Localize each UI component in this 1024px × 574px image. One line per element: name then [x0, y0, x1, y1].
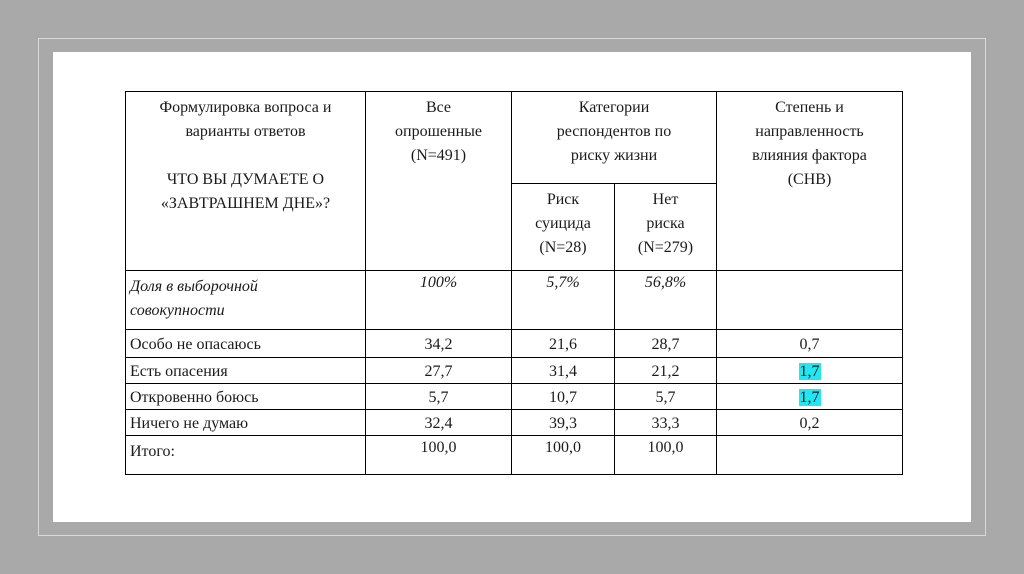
no-risk-header-cell [615, 183, 717, 271]
row-risk-value: 31,4 [512, 358, 615, 384]
survey-table [125, 91, 903, 475]
row-degree-value [717, 330, 903, 358]
highlighted-degree-value: 1,7 [799, 389, 820, 406]
total-degree-value [717, 436, 903, 475]
row-degree-value [717, 384, 903, 410]
categories-header-line-1: Категории [578, 99, 650, 116]
all-header-line-3: (N=491) [410, 147, 467, 164]
share-risk-cell: 5,7% [512, 271, 615, 330]
question-text-line-2: «ЗАВТРАШНЕМ ДНЕ»? [160, 195, 331, 212]
row-all-value: 5,7 [366, 384, 512, 410]
all-respondents-header-cell [366, 92, 512, 271]
degree-value: 0,2 [799, 415, 820, 432]
all-header-line-2: опрошенные [395, 123, 482, 140]
row-label: Откровенно боюсь [126, 384, 366, 410]
row-all-value: 27,7 [366, 358, 512, 384]
row-label: Особо не опасаюсь [126, 330, 366, 358]
table-row [126, 358, 903, 384]
categories-header-line-2: респондентов по [556, 123, 672, 140]
degree-header-cell [717, 92, 903, 271]
question-header-line-1: Формулировка вопроса и [159, 99, 332, 116]
norisk-header-line-2: риска [646, 214, 685, 232]
total-all-value: 100,0 [366, 436, 512, 475]
slide [53, 52, 971, 522]
row-risk-value: 39,3 [512, 410, 615, 436]
row-risk-value: 21,6 [512, 330, 615, 358]
risk-header-line-2: суицида [535, 214, 591, 232]
risk-header-line-1: Риск [546, 190, 580, 208]
share-degree-cell [717, 271, 903, 330]
total-label: Итого: [126, 436, 366, 475]
degree-header-line-3: влияния фактора [752, 147, 867, 164]
share-norisk-cell: 56,8% [615, 271, 717, 330]
question-header-cell [126, 92, 366, 271]
categories-header-line-3: риску жизни [570, 147, 658, 164]
share-row [126, 271, 903, 330]
categories-header-cell [512, 92, 717, 184]
row-all-value: 32,4 [366, 410, 512, 436]
degree-header-line-1: Степень и [775, 99, 844, 116]
norisk-header-line-3: (N=279) [637, 238, 694, 256]
row-norisk-value: 21,2 [615, 358, 717, 384]
share-label-cell [126, 271, 366, 330]
row-degree-value [717, 410, 903, 436]
header-row [126, 92, 903, 184]
total-risk-value: 100,0 [512, 436, 615, 475]
highlighted-degree-value: 1,7 [799, 363, 820, 380]
share-all-cell: 100% [366, 271, 512, 330]
share-label-line-1: Доля в выборочной [130, 278, 258, 295]
row-all-value: 34,2 [366, 330, 512, 358]
suicide-risk-header-cell [512, 183, 615, 271]
question-text-line-1: ЧТО ВЫ ДУМАЕТЕ О [166, 171, 325, 188]
row-label: Есть опасения [126, 358, 366, 384]
table-row [126, 410, 903, 436]
row-norisk-value: 28,7 [615, 330, 717, 358]
degree-header-line-2: направленность [755, 123, 864, 140]
total-norisk-value: 100,0 [615, 436, 717, 475]
all-header-line-1: Все [425, 99, 452, 116]
share-label-line-2: совокупности [130, 302, 225, 319]
norisk-header-line-1: Нет [652, 190, 679, 208]
row-norisk-value: 5,7 [615, 384, 717, 410]
risk-header-line-3: (N=28) [539, 238, 587, 256]
degree-header-line-4: (СНВ) [787, 171, 832, 188]
degree-value: 0,7 [799, 336, 820, 353]
row-risk-value: 10,7 [512, 384, 615, 410]
question-header-line-2: варианты ответов [185, 123, 306, 140]
row-degree-value [717, 358, 903, 384]
row-norisk-value: 33,3 [615, 410, 717, 436]
table-row [126, 384, 903, 410]
total-row [126, 436, 903, 475]
row-label: Ничего не думаю [126, 410, 366, 436]
table-row [126, 330, 903, 358]
